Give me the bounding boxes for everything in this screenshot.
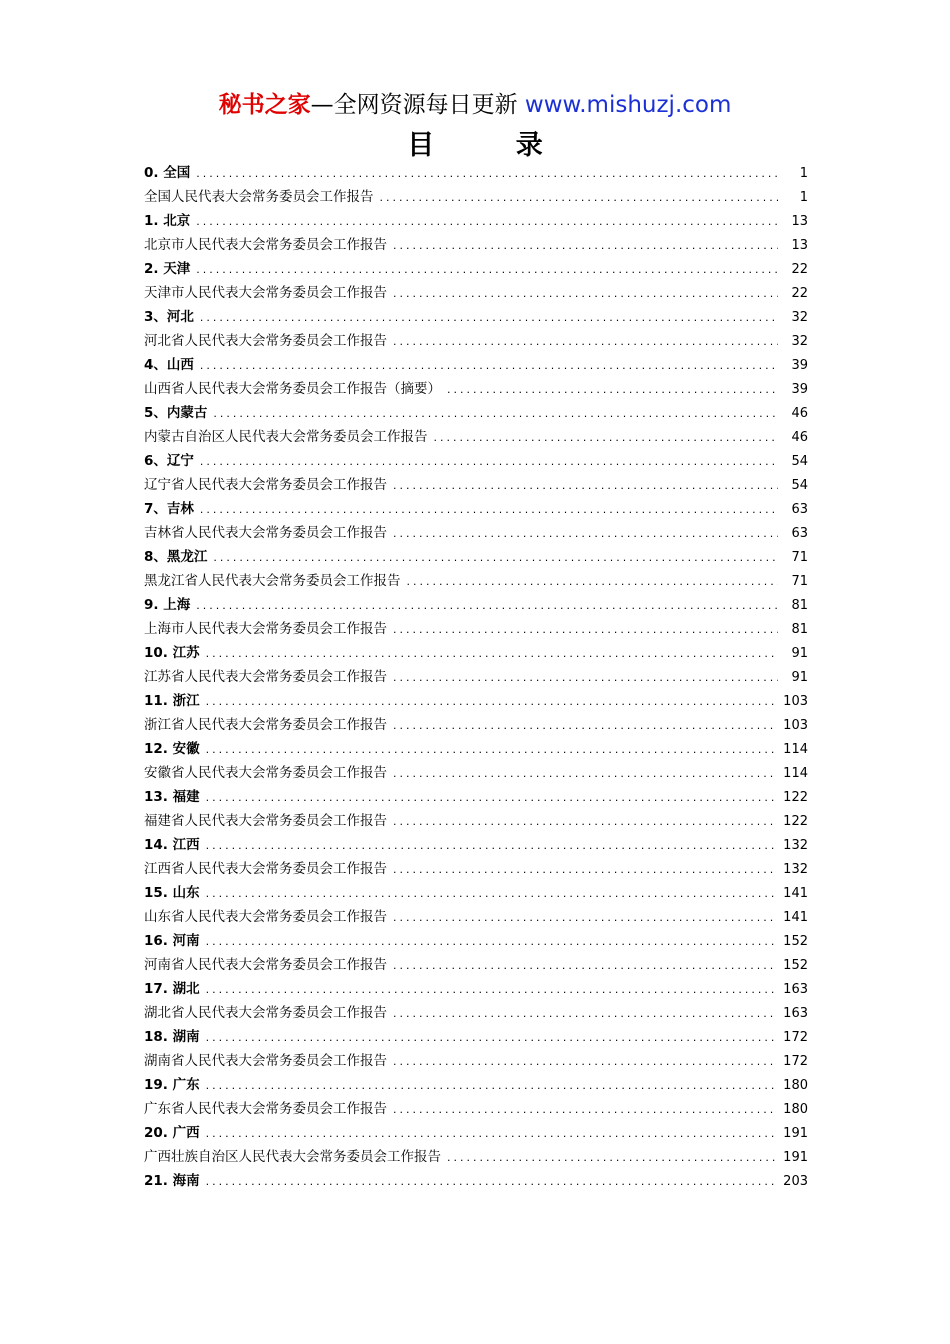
toc-entry-label: 吉林省人民代表大会常务委员会工作报告 — [144, 525, 387, 541]
toc-page-number: 152 — [783, 934, 808, 949]
toc-dot-leader — [447, 1146, 777, 1169]
toc-page-number: 54 — [791, 478, 808, 493]
toc-dot-leader — [393, 666, 778, 689]
toc-dot-leader — [196, 162, 778, 185]
toc-entry-label: 18. 湖南 — [144, 1029, 200, 1045]
toc-dot-leader — [206, 930, 778, 953]
toc-dot-leader — [213, 546, 778, 569]
toc-section-entry[interactable] — [144, 1169, 808, 1193]
toc-page-number: 103 — [783, 718, 808, 733]
toc-dot-leader — [434, 426, 779, 449]
toc-page-number: 39 — [791, 358, 808, 373]
toc-page-number: 71 — [791, 550, 808, 565]
toc-page-number: 141 — [783, 886, 808, 901]
toc-dot-leader — [447, 378, 778, 401]
toc-report-entry[interactable] — [144, 521, 808, 545]
toc-page-number: 1 — [799, 166, 808, 181]
toc-page-number: 180 — [783, 1102, 808, 1117]
toc-page-number: 180 — [783, 1078, 808, 1093]
toc-section-entry[interactable] — [144, 161, 808, 185]
toc-section-entry[interactable] — [144, 545, 808, 569]
toc-page-number: 172 — [783, 1054, 808, 1069]
toc-entry-label: 江西省人民代表大会常务委员会工作报告 — [144, 861, 387, 877]
toc-page-number: 39 — [791, 382, 808, 397]
toc-page-number: 132 — [783, 838, 808, 853]
toc-dot-leader — [206, 690, 778, 713]
toc-dot-leader — [200, 498, 778, 521]
toc-dot-leader — [393, 234, 778, 257]
toc-entry-label: 广西壮族自治区人民代表大会常务委员会工作报告 — [144, 1149, 441, 1165]
toc-page-number: 114 — [783, 742, 808, 757]
toc-entry-label: 1. 北京 — [144, 213, 191, 229]
site-banner — [0, 88, 950, 122]
toc-dot-leader — [393, 714, 777, 737]
toc-page-number: 81 — [791, 622, 808, 637]
toc-page-number: 152 — [783, 958, 808, 973]
toc-dot-leader — [213, 402, 778, 425]
toc-entry-label: 全国人民代表大会常务委员会工作报告 — [144, 189, 374, 205]
toc-dot-leader — [393, 1098, 777, 1121]
toc-entry-label: 6、辽宁 — [144, 453, 194, 469]
toc-report-entry[interactable] — [144, 857, 808, 881]
toc-section-entry[interactable] — [144, 209, 808, 233]
toc-entry-label: 辽宁省人民代表大会常务委员会工作报告 — [144, 477, 387, 493]
toc-entry-label: 13. 福建 — [144, 789, 200, 805]
toc-dot-leader — [393, 810, 777, 833]
toc-report-entry[interactable] — [144, 185, 808, 209]
toc-section-entry[interactable] — [144, 449, 808, 473]
toc-entry-label: 14. 江西 — [144, 837, 200, 853]
toc-page-number: 172 — [783, 1030, 808, 1045]
toc-report-entry[interactable] — [144, 233, 808, 257]
toc-entry-label: 浙江省人民代表大会常务委员会工作报告 — [144, 717, 387, 733]
toc-entry-label: 4、山西 — [144, 357, 194, 373]
toc-page-number: 13 — [791, 214, 808, 229]
toc-report-entry[interactable] — [144, 425, 808, 449]
toc-entry-label: 内蒙古自治区人民代表大会常务委员会工作报告 — [144, 429, 428, 445]
toc-section-entry[interactable] — [144, 1025, 808, 1049]
toc-entry-label: 安徽省人民代表大会常务委员会工作报告 — [144, 765, 387, 781]
toc-dot-leader — [380, 186, 779, 209]
toc-dot-leader — [196, 210, 778, 233]
toc-report-entry[interactable] — [144, 329, 808, 353]
toc-dot-leader — [393, 858, 777, 881]
toc-dot-leader — [200, 354, 778, 377]
toc-section-entry[interactable] — [144, 977, 808, 1001]
toc-page-number: 132 — [783, 862, 808, 877]
toc-dot-leader — [393, 762, 777, 785]
toc-entry-label: 15. 山东 — [144, 885, 200, 901]
toc-dot-leader — [393, 1002, 777, 1025]
toc-dot-leader — [393, 906, 777, 929]
toc-page-number: 191 — [783, 1126, 808, 1141]
toc-report-entry[interactable] — [144, 1145, 808, 1169]
toc-report-entry[interactable] — [144, 569, 808, 593]
toc-page-number: 163 — [783, 982, 808, 997]
toc-page-number: 46 — [791, 430, 808, 445]
toc-dot-leader — [206, 978, 778, 1001]
toc-report-entry[interactable] — [144, 713, 808, 737]
toc-entry-label: 3、河北 — [144, 309, 194, 325]
toc-report-entry[interactable] — [144, 1049, 808, 1073]
toc-entry-label: 2. 天津 — [144, 261, 191, 277]
toc-report-entry[interactable] — [144, 905, 808, 929]
toc-entry-label: 福建省人民代表大会常务委员会工作报告 — [144, 813, 387, 829]
toc-report-entry[interactable] — [144, 1001, 808, 1025]
toc-section-entry[interactable] — [144, 929, 808, 953]
toc-page-number: 122 — [783, 790, 808, 805]
toc-entry-label: 11. 浙江 — [144, 693, 200, 709]
toc-section-entry[interactable] — [144, 689, 808, 713]
toc-page-number: 46 — [791, 406, 808, 421]
toc-page-number: 22 — [791, 262, 808, 277]
toc-dot-leader — [206, 1122, 778, 1145]
toc-page-number: 203 — [783, 1174, 808, 1189]
toc-entry-label: 8、黑龙江 — [144, 549, 208, 565]
site-url-link[interactable]: www.mishuzj.com — [524, 92, 732, 118]
toc-page-number: 13 — [791, 238, 808, 253]
toc-section-entry[interactable] — [144, 881, 808, 905]
toc-section-entry[interactable] — [144, 1073, 808, 1097]
toc-dot-leader — [393, 1050, 777, 1073]
toc-entry-label: 山西省人民代表大会常务委员会工作报告（摘要） — [144, 381, 441, 397]
toc-section-entry[interactable] — [144, 257, 808, 281]
toc-entry-label: 湖北省人民代表大会常务委员会工作报告 — [144, 1005, 387, 1021]
toc-report-entry[interactable] — [144, 617, 808, 641]
toc-dot-leader — [393, 282, 778, 305]
toc-entry-label: 5、内蒙古 — [144, 405, 208, 421]
toc-dot-leader — [196, 258, 778, 281]
toc-page-number: 32 — [791, 310, 808, 325]
toc-report-entry[interactable] — [144, 665, 808, 689]
toc-section-entry[interactable] — [144, 497, 808, 521]
toc-dot-leader — [206, 738, 778, 761]
toc-page-number: 141 — [783, 910, 808, 925]
toc-dot-leader — [206, 786, 778, 809]
toc-report-entry[interactable] — [144, 953, 808, 977]
toc-section-entry[interactable] — [144, 305, 808, 329]
toc-entry-label: 20. 广西 — [144, 1125, 200, 1141]
toc-entry-label: 天津市人民代表大会常务委员会工作报告 — [144, 285, 387, 301]
toc-report-entry[interactable] — [144, 761, 808, 785]
toc-dot-leader — [206, 882, 778, 905]
toc-dot-leader — [393, 330, 778, 353]
toc-entry-label: 9. 上海 — [144, 597, 191, 613]
toc-page-number: 1 — [799, 190, 808, 205]
toc-page-number: 81 — [791, 598, 808, 613]
toc-entry-label: 黑龙江省人民代表大会常务委员会工作报告 — [144, 573, 401, 589]
toc-page-number: 114 — [783, 766, 808, 781]
toc-page-number: 91 — [791, 670, 808, 685]
toc-dot-leader — [200, 306, 778, 329]
toc-dot-leader — [206, 1026, 778, 1049]
toc-dot-leader — [393, 954, 777, 977]
toc-entry-label: 21. 海南 — [144, 1173, 200, 1189]
toc-section-entry[interactable] — [144, 737, 808, 761]
toc-section-entry[interactable] — [144, 401, 808, 425]
toc-report-entry[interactable] — [144, 281, 808, 305]
toc-report-entry[interactable] — [144, 377, 808, 401]
toc-entry-label: 湖南省人民代表大会常务委员会工作报告 — [144, 1053, 387, 1069]
toc-dot-leader — [206, 1170, 778, 1193]
brand-name: 秘书之家 — [218, 92, 311, 118]
toc-entry-label: 广东省人民代表大会常务委员会工作报告 — [144, 1101, 387, 1117]
toc-dot-leader — [206, 1074, 778, 1097]
toc-page-number: 32 — [791, 334, 808, 349]
page-title: 目 录 — [407, 130, 579, 161]
toc-entry-label: 江苏省人民代表大会常务委员会工作报告 — [144, 669, 387, 685]
toc-page-number: 103 — [783, 694, 808, 709]
toc-dot-leader — [200, 450, 778, 473]
banner-slogan: —全网资源每日更新 — [310, 92, 525, 118]
toc-dot-leader — [393, 618, 778, 641]
toc-section-entry[interactable] — [144, 785, 808, 809]
toc-entry-label: 19. 广东 — [144, 1077, 200, 1093]
toc-dot-leader — [393, 522, 778, 545]
toc-section-entry[interactable] — [144, 353, 808, 377]
toc-page-number: 91 — [791, 646, 808, 661]
table-of-contents — [144, 161, 808, 1193]
toc-entry-label: 河南省人民代表大会常务委员会工作报告 — [144, 957, 387, 973]
toc-entry-label: 河北省人民代表大会常务委员会工作报告 — [144, 333, 387, 349]
toc-page-number: 54 — [791, 454, 808, 469]
toc-page-number: 122 — [783, 814, 808, 829]
toc-dot-leader — [196, 594, 778, 617]
toc-entry-label: 山东省人民代表大会常务委员会工作报告 — [144, 909, 387, 925]
toc-entry-label: 北京市人民代表大会常务委员会工作报告 — [144, 237, 387, 253]
toc-dot-leader — [393, 474, 778, 497]
toc-report-entry[interactable] — [144, 809, 808, 833]
toc-entry-label: 12. 安徽 — [144, 741, 200, 757]
toc-section-entry[interactable] — [144, 833, 808, 857]
toc-dot-leader — [206, 642, 778, 665]
toc-section-entry[interactable] — [144, 641, 808, 665]
toc-dot-leader — [206, 834, 778, 857]
toc-page-number: 63 — [791, 502, 808, 517]
toc-page-number: 63 — [791, 526, 808, 541]
toc-entry-label: 16. 河南 — [144, 933, 200, 949]
toc-page-number: 71 — [791, 574, 808, 589]
toc-entry-label: 17. 湖北 — [144, 981, 200, 997]
toc-entry-label: 0. 全国 — [144, 165, 191, 181]
toc-page-number: 191 — [783, 1150, 808, 1165]
toc-entry-label: 10. 江苏 — [144, 645, 200, 661]
toc-page-number: 163 — [783, 1006, 808, 1021]
toc-page-number: 22 — [791, 286, 808, 301]
toc-entry-label: 上海市人民代表大会常务委员会工作报告 — [144, 621, 387, 637]
toc-report-entry[interactable] — [144, 1097, 808, 1121]
toc-section-entry[interactable] — [144, 1121, 808, 1145]
toc-entry-label: 7、吉林 — [144, 501, 194, 517]
toc-section-entry[interactable] — [144, 593, 808, 617]
toc-report-entry[interactable] — [144, 473, 808, 497]
toc-dot-leader — [407, 570, 779, 593]
